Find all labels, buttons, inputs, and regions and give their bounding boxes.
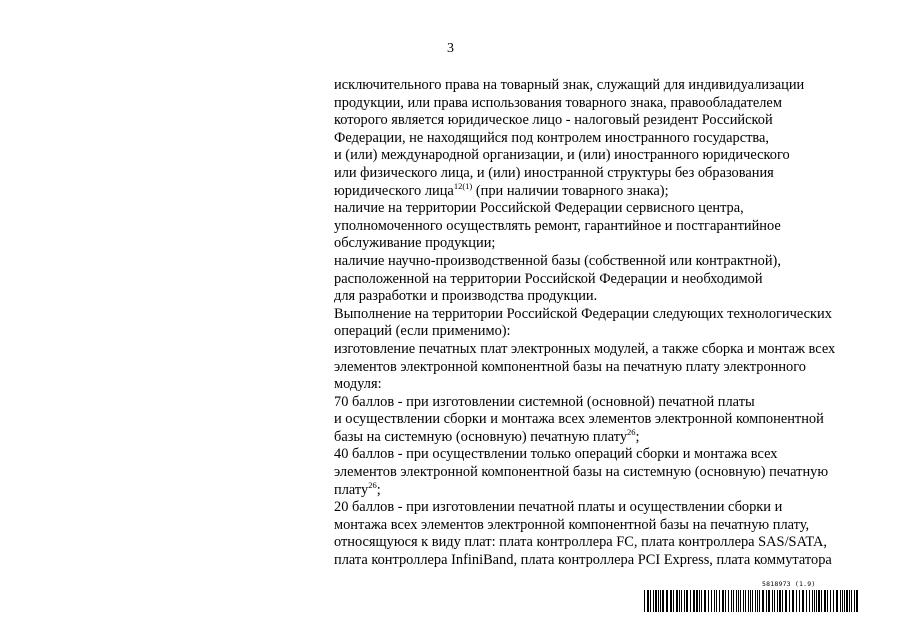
text-line-content: монтажа всех элементов электронной компонентной базы на печатную плату, xyxy=(334,516,810,533)
barcode-bar xyxy=(719,590,720,612)
barcode-bar xyxy=(809,590,810,612)
text-line xyxy=(334,77,864,95)
text-line-content: относящуюся к виду плат: плата контроллера FC, плата контроллера SAS/SATA, xyxy=(334,534,827,551)
text-line-content: наличие научно-производственной базы (собственной или контрактной), xyxy=(334,252,781,269)
text-line xyxy=(334,499,864,517)
barcode-bar xyxy=(816,590,817,612)
text-line xyxy=(334,288,864,306)
barcode-bar xyxy=(714,590,715,612)
barcode-bar xyxy=(676,590,678,612)
text-line-continuation: ; xyxy=(635,428,640,445)
barcode-bar xyxy=(647,590,649,612)
barcode-bar xyxy=(766,590,767,612)
text-line-content: Федерации, не находящийся под контролем иностранного государства, xyxy=(334,129,769,146)
text-line xyxy=(334,323,864,341)
barcode-bar xyxy=(731,590,732,612)
barcode-bar xyxy=(799,590,800,612)
footnote-reference: 26 xyxy=(368,479,377,490)
barcode-bar xyxy=(812,590,813,612)
text-line-content: наличие на территории Российской Федерации сервисного центра, xyxy=(334,200,744,217)
text-line-content: модуля: xyxy=(334,376,382,393)
text-line-content: и (или) международной организации, и (или) иностранного юридического xyxy=(334,147,790,164)
barcode-label: 5818973 (1.9) xyxy=(762,580,816,588)
barcode-bar xyxy=(699,590,700,612)
barcode-bar xyxy=(757,590,758,612)
barcode-bar xyxy=(851,590,852,612)
text-line-continuation: ; xyxy=(376,481,381,498)
text-line-continuation: (при наличии товарного знака); xyxy=(472,182,669,199)
barcode-bar xyxy=(660,590,661,612)
barcode-bar xyxy=(748,590,749,612)
barcode-bar xyxy=(779,590,781,612)
barcode-bar xyxy=(653,590,654,612)
barcode-bar xyxy=(750,590,751,612)
barcode-bar xyxy=(752,590,753,612)
barcode-bar xyxy=(830,590,831,612)
barcode-bar xyxy=(777,590,778,612)
barcode-bar xyxy=(796,590,797,612)
barcode-bar xyxy=(644,590,645,612)
barcode-bar xyxy=(833,590,834,612)
text-line xyxy=(334,517,864,535)
barcode-bar xyxy=(693,590,695,612)
barcode-bar xyxy=(821,590,822,612)
text-line-content: уполномоченного осуществлять ремонт, гарантийное и постгарантийное xyxy=(334,217,781,234)
barcode-bar xyxy=(701,590,702,612)
text-line-content: юридического лица xyxy=(334,182,454,199)
barcode-bar xyxy=(844,590,845,612)
text-line-content: Выполнение на территории Российской Федерации следующих технологических xyxy=(334,305,832,322)
text-line xyxy=(334,165,864,183)
text-line xyxy=(334,426,864,447)
text-line-content: 20 баллов - при изготовлении печатной платы и осуществлении сборки и xyxy=(334,499,783,516)
barcode-bar xyxy=(740,590,741,612)
barcode-bar xyxy=(856,590,858,612)
barcode-bar xyxy=(666,590,668,612)
barcode-bar xyxy=(704,590,706,612)
barcode-bar xyxy=(824,590,826,612)
barcode-bar xyxy=(670,590,672,612)
barcode-bar xyxy=(745,590,746,612)
barcode-bar xyxy=(755,590,756,612)
barcode-bar xyxy=(827,590,828,612)
barcode-bar xyxy=(722,590,724,612)
barcode-bar xyxy=(716,590,717,612)
barcode-bar xyxy=(708,590,709,612)
barcode-bar xyxy=(792,590,794,612)
barcode-bar xyxy=(789,590,790,612)
barcode-bar xyxy=(655,590,657,612)
text-line-content: которого является юридическое лицо - налоговый резидент Российской xyxy=(334,112,773,129)
text-line-content: базы на системную (основную) печатную плату xyxy=(334,428,628,445)
text-line xyxy=(334,341,864,359)
barcode-bar xyxy=(840,590,841,612)
barcode-bar xyxy=(711,590,712,612)
barcode-bar xyxy=(818,590,820,612)
barcode-bar xyxy=(806,590,807,612)
document-body-text xyxy=(334,77,864,570)
text-line-content: обслуживание продукции; xyxy=(334,235,496,252)
barcode-bar xyxy=(785,590,787,612)
footnote-reference: 26 xyxy=(627,426,636,437)
text-line xyxy=(334,95,864,113)
barcode-bar xyxy=(736,590,737,612)
text-line xyxy=(334,306,864,324)
barcode-bar xyxy=(673,590,674,612)
text-line-content: плату xyxy=(334,481,369,498)
barcode-bar xyxy=(842,590,843,612)
text-line xyxy=(334,359,864,377)
barcode-bar xyxy=(743,590,744,612)
barcode-bar xyxy=(650,590,651,612)
page-number: 3 xyxy=(447,41,454,56)
barcode-bar xyxy=(696,590,698,612)
text-line xyxy=(334,180,864,201)
barcode-bar xyxy=(690,590,691,612)
barcode-bar xyxy=(854,590,855,612)
barcode-image xyxy=(644,590,858,612)
text-line xyxy=(334,200,864,218)
barcode-bar xyxy=(836,590,838,612)
text-line xyxy=(334,464,864,482)
text-line xyxy=(334,552,864,570)
footnote-reference: 12(1) xyxy=(453,180,473,191)
text-line xyxy=(334,235,864,253)
barcode-bar xyxy=(802,590,804,612)
barcode-bar xyxy=(728,590,729,612)
barcode-bar xyxy=(762,590,764,612)
text-line-content: и осуществлении сборки и монтажа всех элементов электронной компонентной xyxy=(334,411,824,428)
text-line-content: продукции, или права использования товарного знака, правообладателем xyxy=(334,94,782,111)
text-line xyxy=(334,130,864,148)
text-line-content: для разработки и производства продукции. xyxy=(334,288,598,305)
text-line xyxy=(334,218,864,236)
barcode-bar xyxy=(733,590,734,612)
barcode-bar xyxy=(772,590,773,612)
barcode-bar xyxy=(768,590,770,612)
barcode-bar xyxy=(759,590,760,612)
text-line xyxy=(334,147,864,165)
text-line-content: элементов электронной компонентной базы на печатную плату электронного xyxy=(334,358,806,375)
text-line-content: изготовление печатных плат электронных модулей, а также сборка и монтаж всех xyxy=(334,340,836,357)
text-line-content: элементов электронной компонентной базы на системную (основную) печатную xyxy=(334,464,829,481)
text-line xyxy=(334,411,864,429)
text-line-content: или физического лица, и (или) иностранной структуры без образования xyxy=(334,164,774,181)
text-line-content: исключительного права на товарный знак, служащий для индивидуализации xyxy=(334,77,805,93)
barcode-bar xyxy=(774,590,775,612)
barcode-bar xyxy=(725,590,726,612)
text-line-content: плата контроллера InfiniBand, плата контроллера PCI Express, плата коммутатора xyxy=(334,552,832,569)
text-line-content: 70 баллов - при изготовлении системной (основной) печатной платы xyxy=(334,393,755,410)
barcode-bar xyxy=(662,590,664,612)
barcode-bar xyxy=(782,590,783,612)
barcode-bar xyxy=(849,590,850,612)
barcode-bar xyxy=(684,590,685,612)
text-line xyxy=(334,534,864,552)
barcode-bar xyxy=(846,590,848,612)
text-line xyxy=(334,253,864,271)
text-line xyxy=(334,376,864,394)
text-line xyxy=(334,271,864,289)
text-line-content: операций (если применимо): xyxy=(334,323,511,340)
barcode-bar xyxy=(681,590,682,612)
text-line xyxy=(334,394,864,412)
text-line-content: 40 баллов - при осуществлении только операций сборки и монтажа всех xyxy=(334,446,778,463)
text-line xyxy=(334,446,864,464)
text-line xyxy=(334,112,864,130)
barcode-bar xyxy=(658,590,659,612)
barcode-bar xyxy=(814,590,815,612)
barcode-bar xyxy=(738,590,739,612)
barcode-bar xyxy=(679,590,680,612)
barcode-bar xyxy=(686,590,688,612)
text-line xyxy=(334,479,864,500)
text-line-content: расположенной на территории Российской Федерации и необходимой xyxy=(334,270,763,287)
